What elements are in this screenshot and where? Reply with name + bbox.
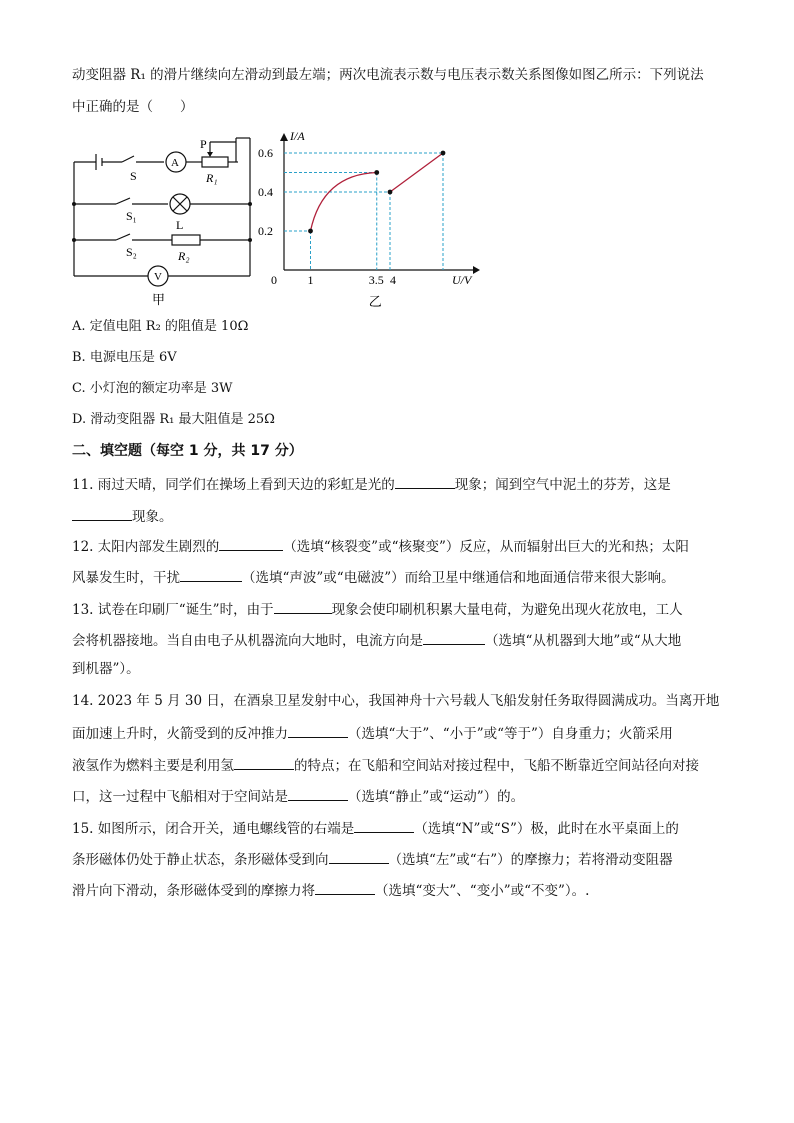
q13-blank-2[interactable] bbox=[423, 630, 485, 645]
q14-blank-2[interactable] bbox=[234, 755, 294, 770]
q13-line-1 bbox=[72, 599, 683, 619]
label-S: S bbox=[130, 169, 137, 183]
q13-line-2 bbox=[72, 630, 681, 650]
q14-line-1: 14. 2023 年 5 月 30 日，在酒泉卫星发射中心，我国神舟十六号载人飞船发射任务取得圆满成功。当离开地 bbox=[72, 693, 720, 709]
q14-text-d: 的特点；在飞船和空间站对接过程中，飞船不断靠近空间站径向对接 bbox=[294, 758, 699, 774]
q14-text-f: （选填“静止”或“运动”）的。 bbox=[348, 789, 525, 805]
series-line-0 bbox=[311, 173, 377, 232]
option-c: C. 小灯泡的额定功率是 3W bbox=[72, 381, 233, 396]
q11-text-a: 11. 雨过天晴，同学们在操场上看到天边的彩虹是光的 bbox=[72, 477, 395, 493]
y-tick-label-1: 0.4 bbox=[258, 185, 273, 199]
series-line-1 bbox=[390, 153, 443, 192]
data-point-1-1 bbox=[441, 151, 446, 156]
q11-text-c: 现象。 bbox=[132, 509, 173, 525]
x-axis-arrow bbox=[473, 266, 480, 274]
q12-text-b: （选填“核裂变”或“核聚变”）反应，从而辐射出巨大的光和热；太阳 bbox=[283, 539, 689, 555]
q12-blank-2[interactable] bbox=[180, 567, 242, 582]
caption-jia: 甲 bbox=[152, 292, 166, 307]
option-d: D. 滑动变阻器 R₁ 最大阻值是 25Ω bbox=[72, 412, 275, 427]
q14-text-b: （选填“大于”、“小于”或“等于”）自身重力；火箭采用 bbox=[348, 726, 673, 742]
q11-line-2 bbox=[72, 506, 173, 526]
q15-blank-1[interactable] bbox=[354, 818, 414, 833]
intro-line-1: 动变阻器 R₁ 的滑片继续向左滑动到最左端；两次电流表示数与电压表示数关系图像如图乙所示：下列说法 bbox=[72, 67, 704, 83]
q11-blank-1[interactable] bbox=[395, 474, 455, 489]
y-axis-title: I/A bbox=[290, 129, 305, 143]
section2-title: 二、填空题（每空 1 分，共 17 分） bbox=[72, 443, 303, 459]
graph-yi bbox=[258, 124, 494, 314]
x-tick-label-0: 1 bbox=[307, 273, 314, 287]
q14-line-3 bbox=[72, 755, 699, 775]
y-tick-label-0: 0.6 bbox=[258, 146, 273, 160]
q12-text-d: （选填“声波”或“电磁波”）而给卫星中继通信和地面通信带来很大影响。 bbox=[242, 570, 675, 586]
q15-line-3 bbox=[72, 880, 589, 900]
q13-blank-1[interactable] bbox=[274, 599, 332, 614]
q11-blank-2[interactable] bbox=[72, 506, 132, 521]
q15-text-f: （选填“变大”、“变小”或“不变”）。. bbox=[375, 883, 590, 899]
q15-text-b: （选填“N”或“S”）极，此时在水平桌面上的 bbox=[414, 821, 679, 837]
y-tick-label-2: 0.2 bbox=[258, 224, 273, 238]
data-point-0-1 bbox=[374, 170, 379, 175]
q12-text-c: 风暴发生时，干扰 bbox=[72, 570, 180, 586]
q13-text-b: 现象会使印刷机积累大量电荷，为避免出现火花放电，工人 bbox=[331, 602, 683, 618]
y-axis-arrow bbox=[280, 133, 288, 141]
label-L: L bbox=[176, 218, 184, 232]
q14-text-e: 口，这一过程中飞船相对于空间站是 bbox=[72, 789, 288, 805]
q12-line-2 bbox=[72, 567, 675, 587]
x-tick-label-1: 3.5 bbox=[368, 273, 384, 287]
q12-text-a: 12. 太阳内部发生剧烈的 bbox=[72, 539, 220, 555]
q15-text-d: （选填“左”或“右”）的摩擦力；若将滑动变阻器 bbox=[388, 852, 673, 868]
circuit-diagram bbox=[60, 132, 280, 312]
q14-line-4 bbox=[72, 786, 524, 806]
q11-line-1 bbox=[72, 474, 671, 494]
q14-text-c: 液氢作为燃料主要是利用氢 bbox=[72, 758, 234, 774]
label-A: A bbox=[171, 157, 179, 169]
q12-blank-1[interactable] bbox=[219, 536, 283, 551]
option-b: B. 电源电压是 6V bbox=[72, 350, 177, 365]
q13-text-d: （选填“从机器到大地”或“从大地 bbox=[485, 633, 682, 649]
origin-label: 0 bbox=[271, 273, 277, 287]
q14-text-a: 面加速上升时，火箭受到的反冲推力 bbox=[72, 726, 288, 742]
q12-line-1 bbox=[72, 536, 689, 556]
q11-text-b: 现象；闻到空气中泥土的芬芳，这是 bbox=[454, 477, 671, 493]
q14-blank-3[interactable] bbox=[288, 786, 348, 801]
q14-blank-1[interactable] bbox=[288, 723, 348, 738]
label-P: P bbox=[200, 137, 207, 151]
q13-line-3: 到机器”）。 bbox=[72, 661, 140, 677]
label-S1: S₁ bbox=[126, 209, 137, 223]
q15-line-2 bbox=[72, 849, 673, 869]
q15-text-e: 滑片向下滑动，条形磁体受到的摩擦力将 bbox=[72, 883, 315, 899]
q15-line-1 bbox=[72, 818, 679, 838]
q15-blank-3[interactable] bbox=[315, 880, 375, 895]
q14-line-2 bbox=[72, 723, 673, 743]
label-R2: R₂ bbox=[178, 249, 190, 263]
option-a: A. 定值电阻 R₂ 的阻值是 10Ω bbox=[72, 319, 249, 334]
q15-blank-2[interactable] bbox=[329, 849, 389, 864]
caption-yi: 乙 bbox=[368, 294, 382, 309]
label-S2: S₂ bbox=[126, 245, 137, 259]
label-R1: R₁ bbox=[206, 171, 218, 185]
q13-text-c: 会将机器接地。当自由电子从机器流向大地时，电流方向是 bbox=[72, 633, 423, 649]
x-axis-title: U/V bbox=[452, 273, 472, 287]
data-point-1-0 bbox=[388, 190, 393, 195]
intro-line-2: 中正确的是（ ） bbox=[72, 99, 194, 115]
label-V: V bbox=[154, 271, 162, 283]
x-tick-label-2: 4 bbox=[390, 273, 396, 287]
q13-text-a: 13. 试卷在印刷厂“诞生”时，由于 bbox=[72, 602, 274, 618]
q15-text-c: 条形磁体仍处于静止状态，条形磁体受到向 bbox=[72, 852, 329, 868]
data-point-0-0 bbox=[308, 229, 313, 234]
q15-text-a: 15. 如图所示，闭合开关，通电螺线管的右端是 bbox=[72, 821, 355, 837]
